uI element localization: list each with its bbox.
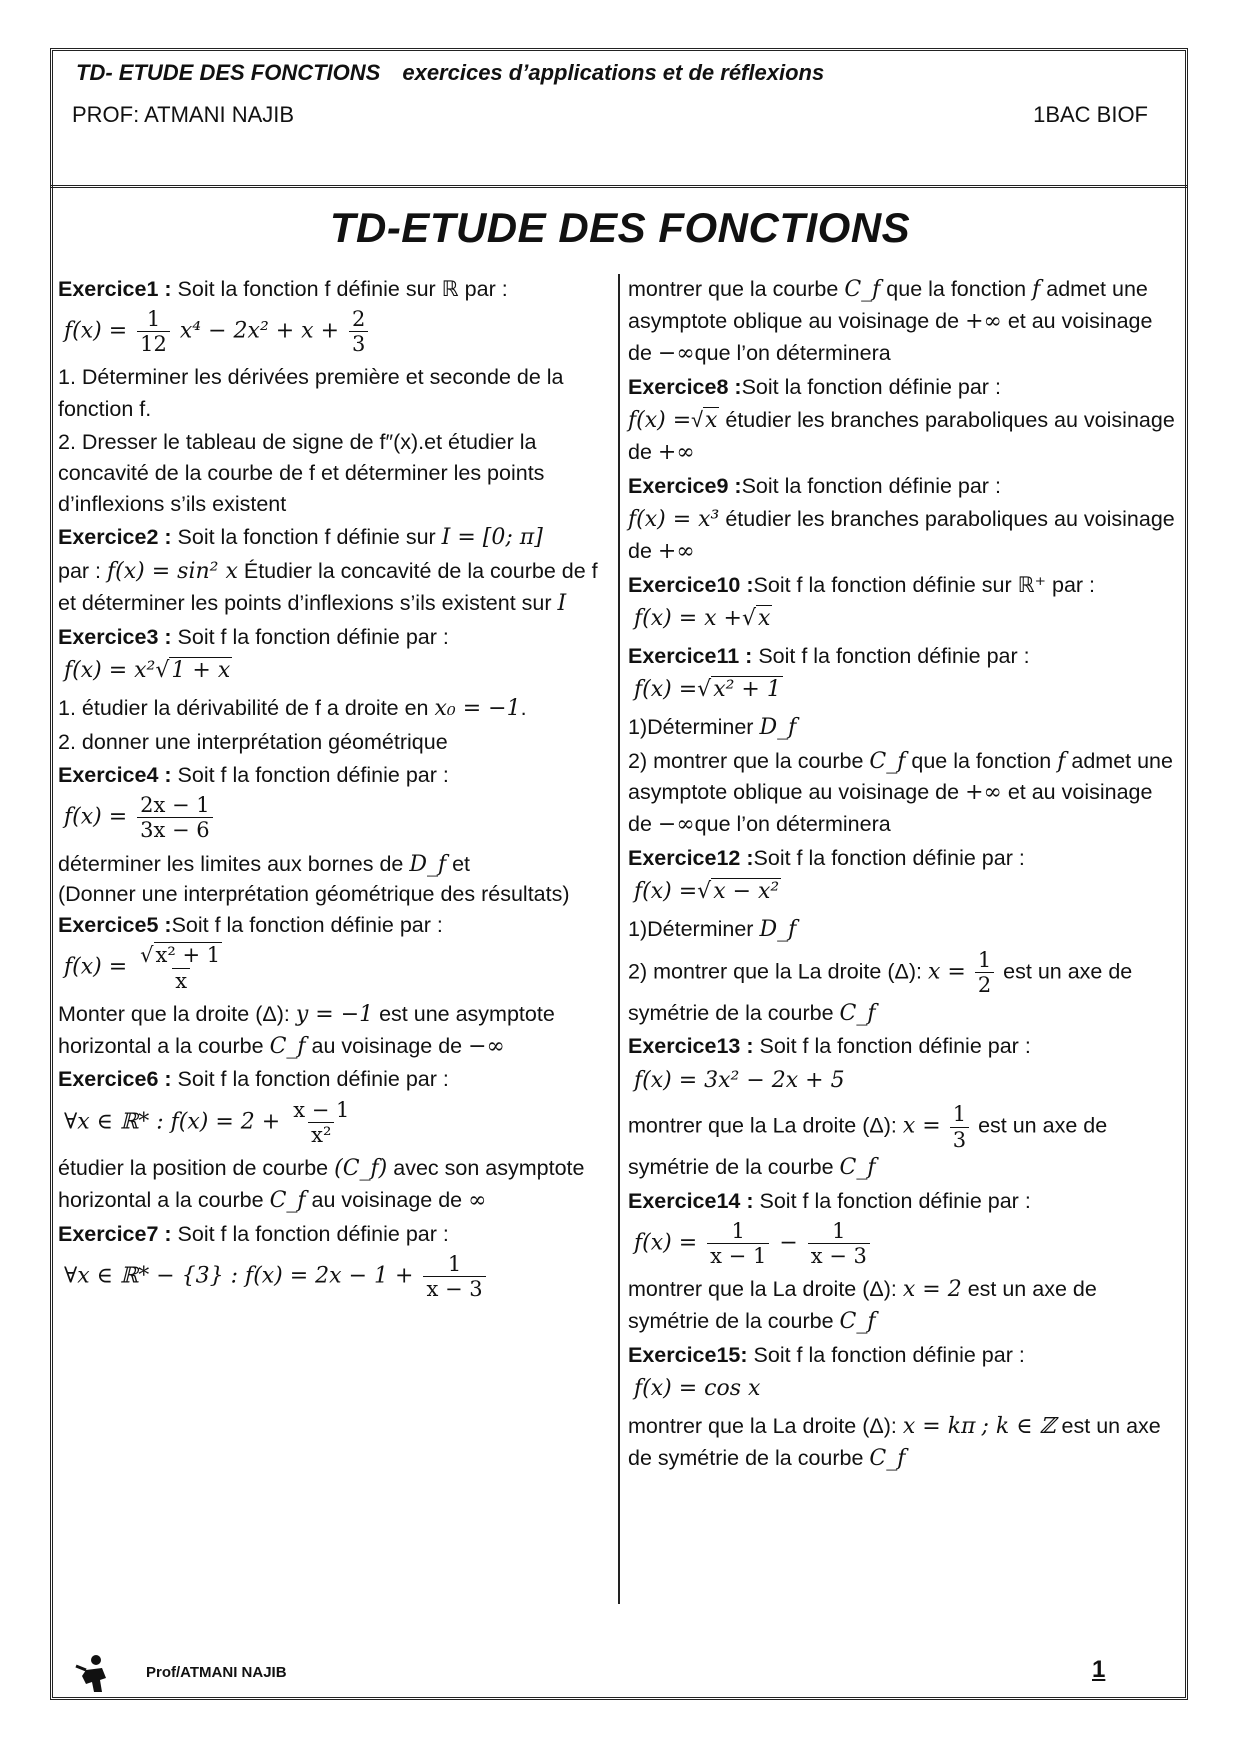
exercise-1-q1: 1. Déterminer les dérivées première et seconde de la fonction f. xyxy=(58,365,564,421)
exercise-2-heading: Exercice2 : xyxy=(58,525,172,550)
exercise-8-heading: Exercice8 : xyxy=(628,374,742,399)
exercise-1-q2: 2. Dresser le tableau de signe de f″(x).et étudier la concavité de la courbe de f et déterminer les points d’inflexions s’ils existent xyxy=(58,429,545,517)
exercise-11: Exercice11 : Soit f la fonction définie par : xyxy=(628,643,1030,668)
exercise-12-q2: 2) montrer que la La droite (Δ): x = $\frac{1}{2}$ est un axe de symétrie de la courbe C_f xyxy=(628,948,1133,1026)
exercise-3-heading: Exercice3 : xyxy=(58,624,172,649)
exercise-3: Exercice3 : Soit f la fonction définie par : xyxy=(58,624,449,649)
exercise-14-formula: f(x) = $\frac{1}{x - 1}$ − $\frac{1}{x - 3}$ xyxy=(634,1219,1180,1268)
exercise-10-formula: f(x) = x +√x xyxy=(634,605,771,631)
exercise-13: Exercice13 : Soit f la fonction définie par : xyxy=(628,1034,1031,1059)
header-class: 1BAC BIOF xyxy=(1033,102,1148,127)
exercise-8-body: f(x) =√x étudier les branches paraboliques au voisinage de +∞ xyxy=(628,407,1175,465)
exercise-5-q1: Monter que la droite (Δ): y = −1 est une asymptote horizontal a la courbe C_f au voisinage de −∞ xyxy=(58,1001,555,1059)
exercise-11-q2: 2) montrer que la courbe C_f que la fonction f admet une asymptote oblique au voisinage de +∞ et au voisinage de −∞que l’on déterminera xyxy=(628,748,1173,838)
exercise-14: Exercice14 : Soit f la fonction définie par : xyxy=(628,1188,1031,1213)
exercise-7-formula: ∀x ∈ ℝ* − {3} : f(x) = 2x − 1 + $\frac{1}{x - 3}$ xyxy=(64,1252,610,1301)
exercise-10: Exercice10 :Soit f la fonction définie sur ℝ⁺ par : xyxy=(628,572,1096,597)
exercise-15: Exercice15: Soit f la fonction définie par : xyxy=(628,1342,1025,1367)
exercise-2-body: par : f(x) = sin² x Étudier la concavité de la courbe de f et déterminer les points d’inflexions s’ils existent sur I xyxy=(58,559,598,617)
exercise-15-heading: Exercice15: xyxy=(628,1342,748,1367)
footer-author: Prof/ATMANI NAJIB xyxy=(146,1664,287,1681)
page-number: 1 xyxy=(1092,1656,1106,1683)
header-title: TD- ETUDE DES FONCTIONS xyxy=(76,60,381,85)
exercise-6-formula: ∀x ∈ ℝ* : f(x) = 2 + $\frac{x - 1}{\text{x²}}$ xyxy=(64,1097,350,1147)
exercise-12-q1: 1)Déterminer D_f xyxy=(628,917,797,943)
exercise-12: Exercice12 :Soit f la fonction définie par : xyxy=(628,846,1025,871)
exercise-4-q1: déterminer les limites aux bornes de D_f et xyxy=(58,851,471,877)
exercise-4-q2: (Donner une interprétation géométrique des résultats) xyxy=(58,882,570,907)
exercise-4-heading: Exercice4 : xyxy=(58,763,172,788)
exercise-3-q2: 2. donner une interprétation géométrique xyxy=(58,729,448,754)
exercise-5: Exercice5 :Soit f la fonction définie par : xyxy=(58,913,443,938)
column-divider xyxy=(618,274,620,1604)
figure-icon xyxy=(72,1652,116,1696)
exercise-4: Exercice4 : Soit f la fonction définie par : xyxy=(58,763,449,788)
exercise-12-heading: Exercice12 : xyxy=(628,846,754,871)
header-prof: PROF: ATMANI NAJIB xyxy=(72,102,295,127)
exercise-1: Exercice1 : Soit la fonction f définie sur ℝ par : xyxy=(58,277,508,301)
exercise-13-q1: montrer que la La droite (Δ): x = $\frac{1}{3}$ est un axe de symétrie de la courbe C_f xyxy=(628,1102,1108,1180)
exercise-9-heading: Exercice9 : xyxy=(628,473,742,498)
exercise-6: Exercice6 : Soit f la fonction définie par : xyxy=(58,1067,449,1092)
exercise-14-heading: Exercice14 : xyxy=(628,1188,754,1213)
exercise-6-q1: étudier la position de courbe (C_f) avec son asymptote horizontal a la courbe C_f au voisinage de ∞ xyxy=(58,1155,585,1213)
exercise-8: Exercice8 :Soit la fonction définie par : xyxy=(628,374,1001,399)
exercise-12-formula: f(x) =√x − x² xyxy=(634,879,780,905)
right-column xyxy=(628,274,1180,1477)
exercise-13-formula: f(x) = 3x² − 2x + 5 xyxy=(634,1067,845,1093)
exercise-7-heading: Exercice7 : xyxy=(58,1221,172,1246)
exercise-14-q1: montrer que la La droite (Δ): x = 2 est un axe de symétrie de la courbe C_f xyxy=(628,1277,1097,1334)
exercise-15-q1: montrer que la La droite (Δ): x = kπ ; k ∈ ℤ est un axe de symétrie de la courbe C_f xyxy=(628,1413,1161,1471)
header-subtitle: exercices d’applications et de réflexions xyxy=(402,60,825,85)
exercise-6-heading: Exercice6 : xyxy=(58,1067,172,1092)
exercise-13-heading: Exercice13 : xyxy=(628,1034,754,1059)
header-title-line xyxy=(76,60,824,86)
exercise-5-heading: Exercice5 : xyxy=(58,913,172,938)
exercise-3-formula: f(x) = x²√1 + x xyxy=(64,658,231,684)
left-column xyxy=(58,274,610,1307)
exercise-11-heading: Exercice11 : xyxy=(628,643,753,668)
exercise-1-heading: Exercice1 : xyxy=(58,277,172,301)
exercise-9: Exercice9 :Soit la fonction définie par : xyxy=(628,473,1001,498)
exercise-11-formula: f(x) =√x² + 1 xyxy=(634,676,781,702)
exercise-3-q1: 1. étudier la dérivabilité de f a droite en x₀ = −1. xyxy=(58,696,527,722)
exercise-7-q1: montrer que la courbe C_f que la fonction f admet une asymptote oblique au voisinage de +∞ et au voisinage de −∞que l’on déterminera xyxy=(628,277,1153,366)
document-title: TD-ETUDE DES FONCTIONS xyxy=(329,204,911,251)
exercise-15-formula: f(x) = cos x xyxy=(634,1376,761,1402)
exercise-2: Exercice2 : Soit la fonction f définie sur I = [0; π] xyxy=(58,525,543,551)
exercise-9-body: f(x) = x³ étudier les branches paraboliques au voisinage de +∞ xyxy=(628,506,1175,564)
exercise-5-formula: f(x) = $\frac{\text{√x² + 1}}{x}$ xyxy=(64,943,221,993)
exercise-11-q1: 1)Déterminer D_f xyxy=(628,714,797,740)
header-box xyxy=(50,48,1188,188)
exercise-10-heading: Exercice10 : xyxy=(628,572,754,597)
exercise-7: Exercice7 : Soit f la fonction définie par : xyxy=(58,1221,449,1246)
exercise-1-formula: f(x) = $\frac{1}{12}$ x⁴ − 2x² + x + $\frac{2}{3}$ xyxy=(64,307,610,356)
exercise-4-formula: f(x) = $\frac{2x - 1}{3x - 6}$ xyxy=(64,793,610,842)
